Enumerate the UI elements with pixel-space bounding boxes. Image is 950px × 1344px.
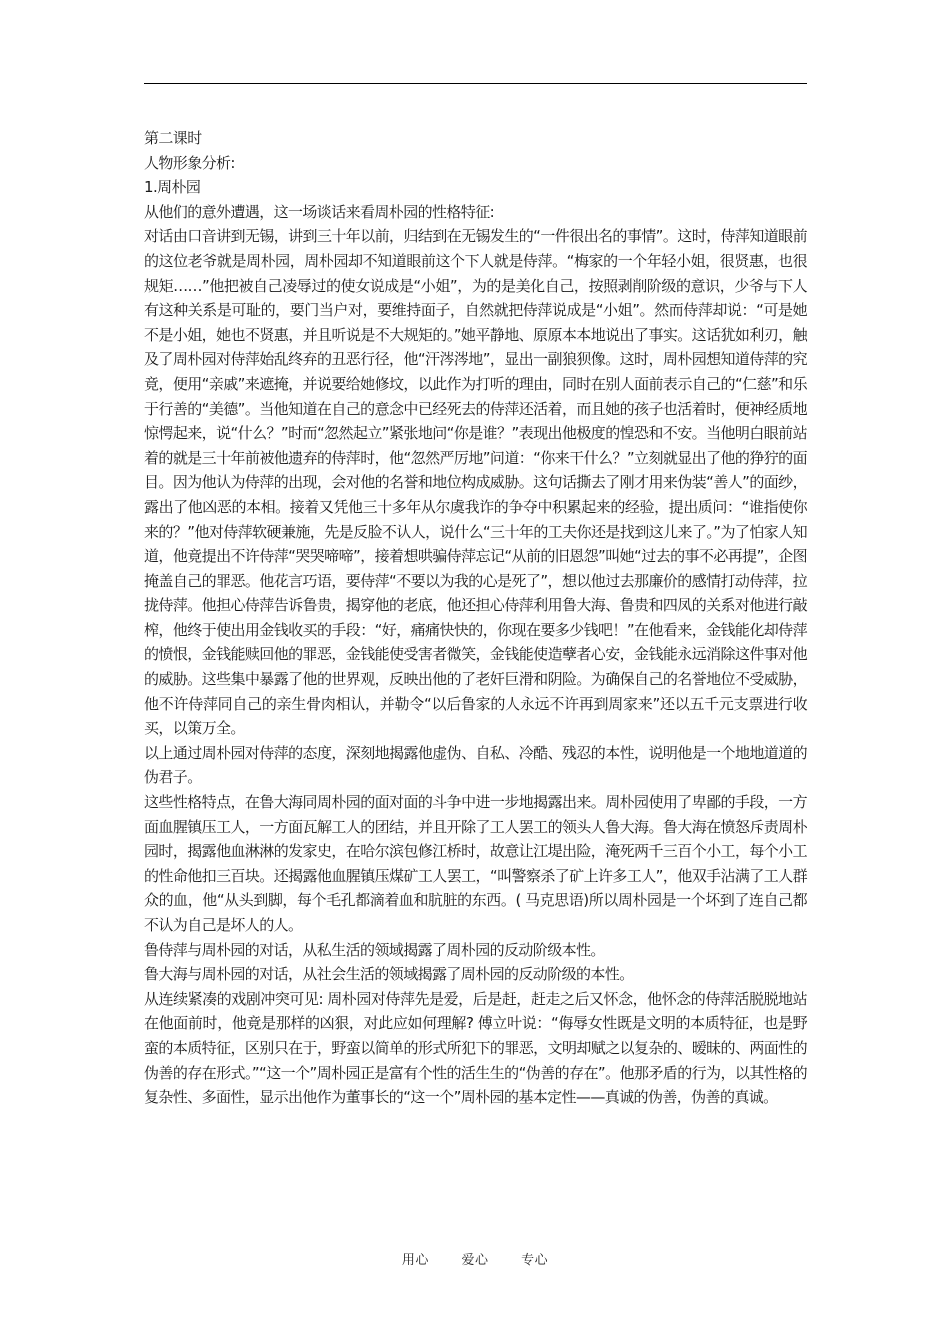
paragraph-private-life: 鲁侍萍与周朴园的对话，从私生活的领域揭露了周朴园的反动阶级本性。 (144, 940, 605, 959)
paragraph-dialogue-analysis: 对话由口音讲到无锡，讲到三十年以前，归结到在无锡发生的“一件很出名的事情”。这时，侍萍知道眼前的这位老爷就是周朴园，周朴园却不知道眼前这个下人就是侍萍。“梅家的一个年轻小姐，很贤惠，也很规矩……”他把被自己凌辱过的使女说成是“小姐”，为的是美化自己，按照剥削阶级的意识，少爷与下人有这种关系是可耻的，要门当户对，要维持面子，自然就把侍萍说成是“小姐”。然而侍萍却说：“可是她不是小姐，她也不贤惠，并且听说是不大规矩的。”她平静地、原原本本地说出了事实。这话犹如利刃，触及了周朴园对侍萍始乱终弃的丑恶行径，他“汗涔涔地”，显出一副狼狈像。这时，周朴园想知道侍萍的究竟，便用“亲戚”来遮掩，并说要给她修坟，以此作为打听的理由，同时在别人面前表示自己的“仁慈”和乐于行善的“美德”。当他知道在自己的意念中已经死去的侍萍还活着，而且她的孩子也活着时，便神经质地惊愕起来，说“什么？”时而“忽然起立”紧张地问“你是谁？”表现出他极度的惶恐和不安。当他明白眼前站着的就是三十年前被他遗弃的侍萍时，他“忽然严厉地”问道：“你来干什么？”立刻就显出了他的狰狞的面目。因为他认为侍萍的出现，会对他的名誉和地位构成威胁。这句话撕去了刚才用来伪装“善人”的面纱，露出了他凶恶的本相。接着又凭他三十多年从尔虞我诈的争夺中积累起来的经验，提出质问：“谁指使你来的？”他对侍萍软硬兼施，先是反脸不认人，说什么“三十年的工夫你还是找到这儿来了。”为了怕家人知道，他竟提出不许侍萍“哭哭啼啼”，接着想哄骗侍萍忘记“从前的旧恩怨”叫她“过去的事不必再提”，企图掩盖自己的罪恶。他花言巧语，要侍萍“不要以为我的心是死了”，想以他过去那廉价的感情打动侍萍，拉拢侍萍。他担心侍萍告诉鲁贵，揭穿他的老底，他还担心侍萍利用鲁大海、鲁贵和四凤的关系对他进行敲榨，他终于使出用金钱收买的手段：“好，痛痛快快的，你现在要多少钱吧！”在他看来，金钱能化却侍萍的愤恨，金钱能赎回他的罪恶，金钱能使受害者微笑，金钱能使造孽者心安，金钱能永远消除这件事对他的威胁。这些集中暴露了他的世界观，反映出他的了老奸巨滑和阴险。为确保自己的名誉地位不受威胁，他不许侍萍同自己的亲生骨肉相认，并勒令“以后鲁家的人永远不许再到周家来”还以五千元支票进行收买，以策万全。 (144, 227, 807, 738)
paragraph-conclusion: 从连续紧凑的戏剧冲突可见: 周朴园对侍萍先是爱，后是赶，赶走之后又怀念，他怀念的侍萍活脱脱地站在他面前时，他竟是那样的凶狠，对此应如何理解? 傅立叶说：“侮辱女性既是文明的本质特征，也是野蛮的本质特征，区别只在于，野蛮以简单的形式所犯下的罪恶，文明却赋之以复杂的、暧昧的、两面性的伪善的存在形式。”“这一个”周朴园正是富有个性的活生生的“伪善的存在”。他那矛盾的行为，以其性格的复杂性、多面性，显示出他作为董事长的“这一个”周朴园的基本定性——真诚的伪善，伪善的真诚。 (144, 989, 807, 1107)
document-body (144, 126, 807, 1110)
footer-item: 用心 (401, 1253, 429, 1268)
paragraph-dahai-conflict: 这些性格特点，在鲁大海同周朴园的面对面的斗争中进一步地揭露出来。周朴园使用了卑鄙的手段，一方面血腥镇压工人，一方面瓦解工人的团结，并且开除了工人罢工的领头人鲁大海。鲁大海在愤怒斥责周朴园时，揭露他血淋淋的发家史，在哈尔滨包修江桥时，故意让江堤出险，淹死两千三百个小工，每个小工的性命他扣三百块。还揭露他血腥镇压煤矿工人罢工，“叫警察杀了矿上许多工人”，他双手沾满了工人群众的血，他“从头到脚，每个毛孔都滴着血和肮脏的东西。( 马克思语)所以周朴园是一个坏到了连自己都不认为自己是坏人的人。 (144, 793, 807, 934)
analysis-heading: 人物形象分析: (144, 153, 235, 172)
footer-item: 爱心 (461, 1253, 489, 1268)
header-rule (144, 83, 807, 84)
paragraph-social-life: 鲁大海与周朴园的对话，从社会生活的领域揭露了周朴园的反动阶级的本性。 (144, 965, 634, 984)
lesson-heading: 第二课时 (144, 129, 202, 147)
paragraph-intro: 从他们的意外遭遇，这一场谈话来看周朴园的性格特征: (144, 202, 495, 221)
paragraph-summary: 以上通过周朴园对侍萍的态度，深刻地揭露他虚伪、自私、冷酷、残忍的本性，说明他是一个地地道道的伪君子。 (144, 743, 807, 787)
character-heading: 1.周朴园 (144, 178, 201, 197)
page-footer (0, 1249, 950, 1268)
footer-item: 专心 (521, 1253, 549, 1268)
